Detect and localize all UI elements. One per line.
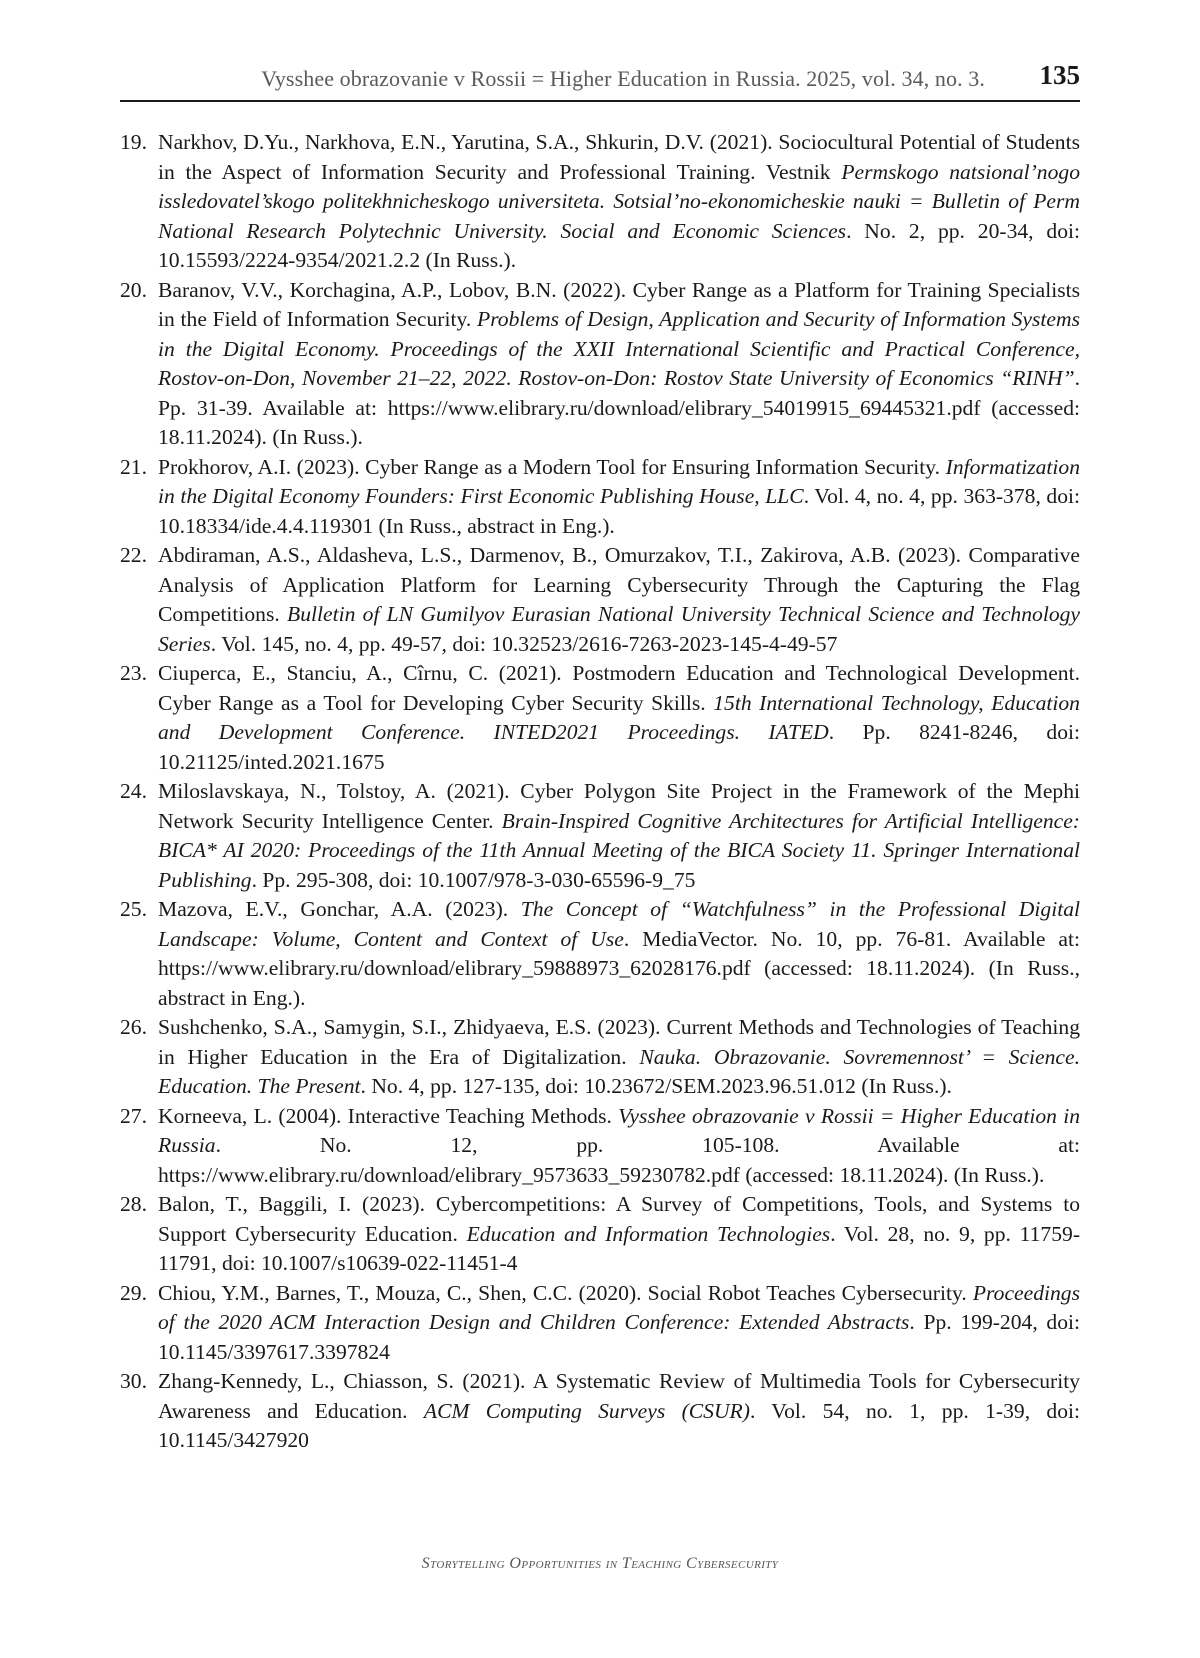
reference-source-title: Nauka. Obrazovanie. Sovremennost’ = Science. Education. The Present <box>158 1044 1080 1098</box>
reference-source-title: Informatization in the Digital Economy Founders: First Economic Publishing House, LLC <box>158 454 1080 508</box>
reference-item <box>120 1190 1080 1279</box>
reference-source-title: ACM Computing Surveys (CSUR) <box>423 1398 750 1423</box>
reference-text: . Vol. 54, no. 1, pp. 1-39, doi: 10.1145/3427920 <box>158 1398 1081 1452</box>
reference-item <box>120 659 1080 777</box>
reference-text: . Pp. 199-204, doi: 10.1145/3397617.3397824 <box>158 1310 1081 1364</box>
reference-item <box>120 1102 1080 1191</box>
reference-text: Chiou, Y.M., Barnes, T., Mouza, C., Shen, C.C. (2020). Social Robot Teaches Cybersecurity. <box>158 1280 973 1305</box>
reference-number: 24. <box>120 779 147 803</box>
reference-number: 25. <box>120 897 147 921</box>
reference-text: Miloslavskaya, N., Tolstoy, A. (2021). Cyber Polygon Site Project in the Framework of the Mephi Network Security Intelligence Center. <box>158 779 1080 833</box>
reference-source-title: 15th International Technology, Education and Development Conference. INTED2021 Proceedings. IATED <box>158 690 1080 744</box>
reference-text: Abdiraman, A.S., Aldasheva, L.S., Darmenov, B., Omurzakov, T.I., Zakirova, A.B. (2023). Comparative Analysis of Application Platform for Learning Cybersecurity Through the Capturing the Flag Competitions. <box>158 543 1080 626</box>
reference-number: 22. <box>120 543 147 567</box>
reference-number: 30. <box>120 1369 147 1393</box>
reference-item <box>120 541 1080 659</box>
reference-text: Mazova, E.V., Gonchar, A.A. (2023). <box>158 897 521 921</box>
journal-title: Vysshee obrazovanie v Rossii = Higher Education in Russia. 2025, vol. 34, no. 3. <box>261 66 985 91</box>
reference-text: . Pp. 31-39. Available at: https://www.elibrary.ru/download/elibrary_54019915_69445321.pdf (accessed: 18.11.2024). (In Russ.). <box>158 366 1080 449</box>
reference-text: . Vol. 28, no. 9, pp. 11759-11791, doi: 10.1007/s10639-022-11451-4 <box>158 1221 1081 1275</box>
reference-text: Korneeva, L. (2004). Interactive Teaching Methods. <box>158 1103 619 1128</box>
reference-number: 26. <box>120 1015 147 1039</box>
reference-number: 27. <box>120 1103 147 1128</box>
reference-text: Ciuperca, E., Stanciu, A., Cîrnu, C. (2021). Postmodern Education and Technological Development. Cyber Range as a Tool for Developing Cyber Security Skills. <box>158 661 1080 715</box>
reference-item <box>120 1367 1080 1456</box>
reference-number: 20. <box>120 277 147 302</box>
running-footer: Storytelling Opportunities in Teaching Cybersecurity <box>421 1555 779 1572</box>
reference-list <box>120 128 1080 1456</box>
reference-text: . Vol. 4, no. 4, pp. 363-378, doi: 10.18334/ide.4.4.119301 (In Russ., abstract in Eng.). <box>158 484 1081 538</box>
reference-text: . MediaVector. No. 10, pp. 76-81. Available at: https://www.elibrary.ru/download/elibrary_59888973_62028176.pdf (accessed: 18.11.2024). (In Russ., abstract in Eng.). <box>158 926 1080 1010</box>
reference-item <box>120 1279 1080 1368</box>
reference-number: 19. <box>120 130 147 154</box>
reference-text: Prokhorov, A.I. (2023). Cyber Range as a Modern Tool for Ensuring Information Security. <box>158 454 946 479</box>
reference-item <box>120 895 1080 1013</box>
reference-text: Zhang-Kennedy, L., Chiasson, S. (2021). A Systematic Review of Multimedia Tools for Cybersecurity Awareness and Education. <box>158 1369 1080 1423</box>
reference-text: Narkhov, D.Yu., Narkhova, E.N., Yarutina, S.A., Shkurin, D.V. (2021). Sociocultural Potential of Students in the Aspect of Information Security and Professional Training. Vestnik <box>158 130 1080 184</box>
reference-text: Balon, T., Baggili, I. (2023). Cybercompetitions: A Survey of Competitions, Tools, and Systems to Support Cybersecurity Education. <box>158 1192 1080 1246</box>
reference-source-title: The Concept of “Watchfulness” in the Professional Digital Landscape: Volume, Content and Context of Use <box>158 897 1080 951</box>
reference-source-title: Education and Information Technologies <box>466 1221 831 1246</box>
reference-number: 29. <box>120 1280 147 1305</box>
reference-item <box>120 777 1080 895</box>
reference-text: . Vol. 145, no. 4, pp. 49-57, doi: 10.32523/2616-7263-2023-145-4-49-57 <box>210 631 838 656</box>
reference-text: . No. 12, pp. 105-108. Available at: https://www.elibrary.ru/download/elibrary_9573633_59230782.pdf (accessed: 18.11.2024). (In Russ.). <box>158 1133 1080 1187</box>
reference-source-title: Problems of Design, Application and Security of Information Systems in the Digital Economy. Proceedings of the XXII International Scientific and Practical Conference, Rostov-on-Don, November 21–22, 2022. Rostov-on-Don: Rostov State University of Economics “RINH” <box>158 307 1080 390</box>
reference-text: . No. 4, pp. 127-135, doi: 10.23672/SEM.2023.96.51.012 (In Russ.). <box>360 1074 952 1098</box>
reference-source-title: Vysshee obrazovanie v Rossii = Higher Education in Russia <box>158 1103 1080 1157</box>
reference-source-title: Bulletin of LN Gumilyov Eurasian National University Technical Science and Technology Series <box>158 602 1080 656</box>
reference-number: 23. <box>120 661 147 685</box>
reference-number: 21. <box>120 454 147 479</box>
reference-text: Sushchenko, S.A., Samygin, S.I., Zhidyaeva, E.S. (2023). Current Methods and Technologies of Teaching in Higher Education in the Era of Digitalization. <box>158 1015 1080 1069</box>
reference-number: 28. <box>120 1192 147 1216</box>
reference-item <box>120 1013 1080 1102</box>
reference-text: Baranov, V.V., Korchagina, A.P., Lobov, B.N. (2022). Cyber Range as a Platform for Training Specialists in the Field of Information Security. <box>158 277 1080 331</box>
reference-source-title: Proceedings of the 2020 ACM Interaction Design and Children Conference: Extended Abstracts <box>158 1280 1080 1334</box>
reference-source-title: Permskogo natsional’nogo issledovatel’skogo politekhnicheskogo universiteta. Sotsial’no-ekonomicheskie nauki = Bulletin of Perm National Research Polytechnic University. Social and Economic Sciences <box>158 159 1080 243</box>
reference-text: . No. 2, pp. 20-34, doi: 10.15593/2224-9354/2021.2.2 (In Russ.). <box>158 218 1080 272</box>
reference-source-title: Brain-Inspired Cognitive Architectures for Artificial Intelligence: BICA* AI 2020: Proceedings of the 11th Annual Meeting of the BICA Society 11. Springer International Publishing <box>158 808 1080 892</box>
reference-text: . Pp. 295-308, doi: 10.1007/978-3-030-65596-9_75 <box>251 867 696 892</box>
page-header <box>120 58 1080 102</box>
reference-text: . Pp. 8241-8246, doi: 10.21125/inted.2021.1675 <box>158 720 1080 774</box>
reference-item <box>120 276 1080 453</box>
reference-item <box>120 453 1080 542</box>
reference-item <box>120 128 1080 276</box>
page-number: 135 <box>1039 60 1080 90</box>
